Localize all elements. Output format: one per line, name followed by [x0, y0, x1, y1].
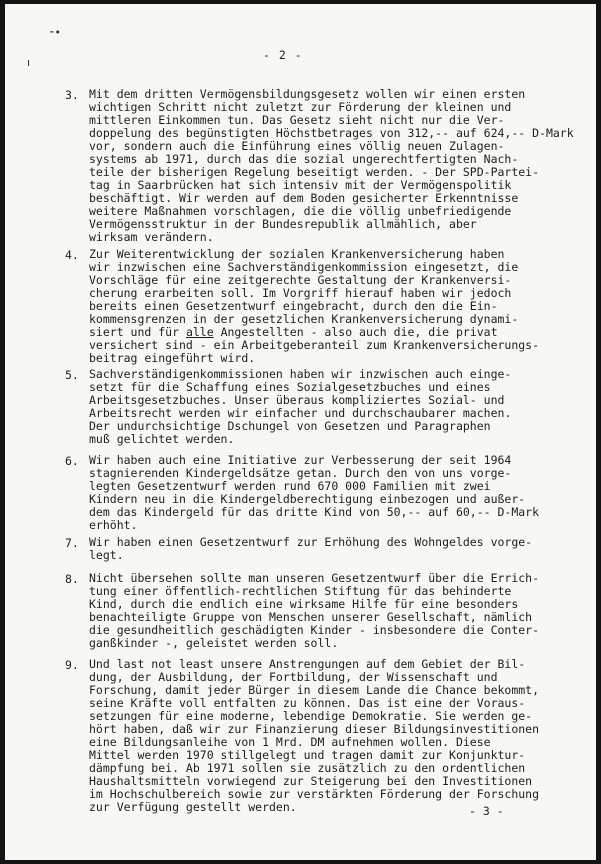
text-line: benachteiligte Gruppe von Menschen unserer Gesellschaft, nämlich: [89, 610, 533, 624]
text-line: tung einer öffentlich-rechtlichen Stiftung für das behinderte: [89, 584, 512, 598]
text-line: beschäftigt. Wir werden auf dem Boden gesicherter Erkenntnisse: [89, 191, 519, 205]
text-line: Mittel werden 1970 stillgelegt und tragen damit zur Konjunktur-: [89, 748, 526, 762]
text-line: setzt für die Schaffung eines Sozialgesetzbuches und eines: [89, 380, 491, 394]
text-line: setzungen für eine moderne, lebendige Demokratie. Sie werden ge-: [89, 709, 533, 723]
text-line: Der undurchsichtige Dschungel von Gesetzen und Paragraphen: [89, 419, 491, 433]
next-page-number: - 3 -: [469, 804, 504, 818]
page-number: - 2 -: [263, 48, 303, 62]
item-number: 6.: [65, 454, 79, 468]
text-line: Kindern neu in die Kindergeldberechtigung einbezogen und außer-: [89, 492, 526, 506]
text-line: Forschung, damit jeder Bürger in diesem Lande die Chance bekommt,: [89, 683, 540, 697]
text-line: Und last not least unsere Anstrengungen auf dem Gebiet der Bil-: [89, 657, 526, 671]
text-line: Vermögensstruktur in der Bundesrepublik allmählich, aber: [89, 217, 477, 231]
text-line: versichert sind - ein Arbeitgeberanteil zum Krankenversicherungs-: [89, 338, 540, 352]
text-line: dung, der Ausbildung, der Fortbildung, der Wissenschaft und: [89, 670, 498, 684]
text-line: im Hochschulbereich sowie zur verstärkten Förderung der Forschung: [89, 787, 540, 801]
item-number: 9.: [65, 658, 79, 672]
text-line: kommensgrenzen in der gesetzlichen Krankenversicherung dynami-: [89, 312, 519, 326]
text-line: siert und für alle Angestellten - also auch die, die privat: [89, 325, 498, 339]
item-number: 4.: [65, 248, 79, 262]
document-page: [5, 4, 596, 860]
text-line: legt.: [89, 548, 124, 562]
item-number: 5.: [65, 368, 79, 382]
text-line: wir inzwischen eine Sachverständigenkommission eingesetzt, die: [89, 260, 519, 274]
text-line: mittleren Einkommen tun. Das Gesetz sieht nicht nur die Ver-: [89, 113, 505, 127]
text-line: doppelung des begünstigten Höchstbetrages von 312,-- auf 624,-- D-Mark: [89, 126, 574, 140]
text-line: Zur Weiterentwicklung der sozialen Krankenversicherung haben: [89, 247, 505, 261]
text-line: Wir haben einen Gesetzentwurf zur Erhöhung des Wohngeldes vorge-: [89, 535, 533, 549]
text-line: Sachverständigenkommissionen haben wir inzwischen auch einge-: [89, 367, 512, 381]
text-line: weitere Maßnahmen vorschlagen, die die völlig unbefriedigende: [89, 204, 512, 218]
text-line: Mit dem dritten Vermögensbildungsgesetz wollen wir einen ersten: [89, 87, 526, 101]
text-line: tag in Saarbrücken hat sich intensiv mit der Vermögenspolitik: [89, 178, 512, 192]
text-line: dämpfung bei. Ab 1971 sollen sie zusätzlich zu den ordentlichen: [89, 761, 526, 775]
text-line: legten Gesetzentwurf werden rund 670 000 Familien mit zwei: [89, 479, 491, 493]
text-line: systems ab 1971, durch das die sozial ungerechtfertigten Nach-: [89, 152, 519, 166]
text-line: ganßkinder -, geleistet werden soll.: [89, 636, 339, 650]
text-line: muß gelichtet werden.: [89, 432, 235, 446]
text-line: Haushaltsmitteln vorwiegend zur Steigerung bei den Investitionen: [89, 774, 533, 788]
scan-mark: ı: [27, 56, 31, 69]
text-line: zur Verfügung gestellt werden.: [89, 800, 297, 814]
text-line: beitrag eingeführt wird.: [89, 351, 256, 365]
text-line: eine Bildungsanleihe von 1 Mrd. DM aufnehmen wollen. Diese: [89, 735, 491, 749]
item-number: 3.: [65, 88, 79, 102]
text-line: cherung erarbeiten soll. Im Vorgriff hierauf haben wir jedoch: [89, 286, 512, 300]
text-line: dem das Kindergeld für das dritte Kind von 50,-- auf 60,-- D-Mark: [89, 505, 540, 519]
text-line: wichtigen Schritt nicht zuletzt zur Förderung der kleinen und: [89, 100, 512, 114]
text-line: stagnierenden Kindergeldsätze getan. Durch den von uns vorge-: [89, 466, 512, 480]
text-line: hört haben, daß wir zur Finanzierung dieser Bildungsinvestitionen: [89, 722, 540, 736]
text-line: bereits einen Gesetzentwurf eingebracht, durch den die Ein-: [89, 299, 498, 313]
item-number: 8.: [65, 572, 79, 586]
text-line: teile der bisherigen Regelung beseitigt werden. - Der SPD-Partei-: [89, 165, 540, 179]
text-line: Arbeitsrecht werden wir einfacher und durchschaubarer machen.: [89, 406, 512, 420]
text-line: die gesundheitlich geschädigten Kinder - insbesondere die Conter-: [89, 623, 540, 637]
text-line: erhöht.: [89, 518, 138, 532]
text-line: vor, sondern auch die Einführung eines völlig neuen Zulagen-: [89, 139, 505, 153]
text-line: Arbeitsgesetzbuches. Unser überaus kompliziertes Sozial- und: [89, 393, 505, 407]
text-line: wirksam verändern.: [89, 230, 214, 244]
scan-mark: ⁃•: [49, 26, 61, 39]
text-line: Kind, durch die endlich eine wirksame Hilfe für eine besonders: [89, 597, 519, 611]
text-line: seine Kräfte voll entfalten zu können. Das ist eine der Voraus-: [89, 696, 526, 710]
item-number: 7.: [65, 536, 79, 550]
text-line: Nicht übersehen sollte man unseren Gesetzentwurf über die Errich-: [89, 571, 540, 585]
text-line: Vorschläge für eine zeitgerechte Gestaltung der Krankenversi-: [89, 273, 512, 287]
text-line: Wir haben auch eine Initiative zur Verbesserung der seit 1964: [89, 453, 512, 467]
